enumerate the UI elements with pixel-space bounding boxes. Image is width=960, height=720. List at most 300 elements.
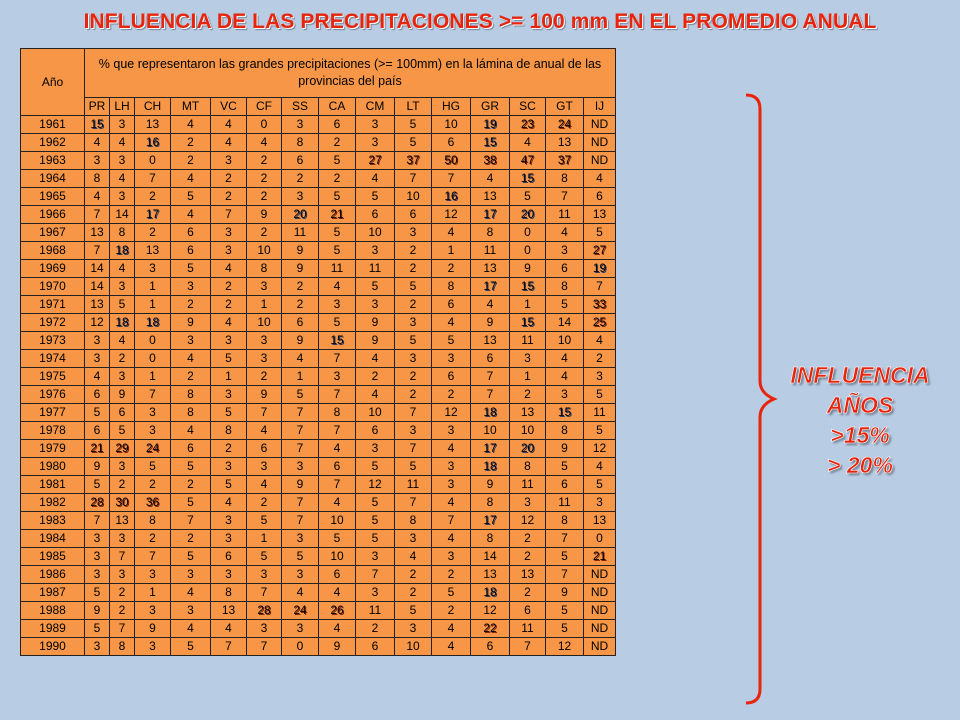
value-cell: 5 [546, 548, 584, 566]
year-cell: 1979 [21, 440, 85, 458]
table-row [21, 512, 616, 530]
value-cell: 9 [171, 314, 211, 332]
province-header-ch: CH [135, 98, 171, 116]
value-cell: 6 [510, 602, 546, 620]
value-cell: 30 [110, 494, 135, 512]
value-cell: 7 [282, 440, 319, 458]
value-cell: 3 [85, 530, 110, 548]
value-cell: 4 [110, 170, 135, 188]
table-row [21, 476, 616, 494]
value-cell: 11 [510, 332, 546, 350]
value-cell: 13 [546, 134, 584, 152]
value-cell: 8 [135, 512, 171, 530]
value-cell: 3 [247, 566, 282, 584]
value-cell: 9 [85, 602, 110, 620]
value-cell: 18 [110, 314, 135, 332]
value-cell: 3 [211, 224, 247, 242]
value-cell: 11 [546, 494, 584, 512]
year-cell: 1971 [21, 296, 85, 314]
table-row [21, 170, 616, 188]
value-cell: 17 [471, 512, 510, 530]
value-cell: 1 [135, 584, 171, 602]
page-title: INFLUENCIA DE LAS PRECIPITACIONES >= 100 mm EN EL PROMEDIO ANUAL [83, 10, 877, 33]
value-cell: 5 [510, 188, 546, 206]
value-cell: 3 [356, 440, 395, 458]
value-cell: 5 [319, 314, 356, 332]
value-cell: 5 [319, 188, 356, 206]
value-cell: 5 [282, 386, 319, 404]
value-cell: 6 [319, 458, 356, 476]
value-cell: 15 [546, 404, 584, 422]
year-column-header: Año [21, 49, 85, 116]
value-cell: 7 [432, 512, 471, 530]
value-cell: 5 [356, 530, 395, 548]
value-cell: 6 [546, 476, 584, 494]
value-cell: 7 [319, 386, 356, 404]
value-cell: 4 [356, 386, 395, 404]
value-cell: 7 [282, 494, 319, 512]
value-cell: 5 [319, 530, 356, 548]
value-cell: 1 [432, 242, 471, 260]
value-cell: 4 [171, 116, 211, 134]
value-cell: 28 [247, 602, 282, 620]
value-cell: 7 [211, 206, 247, 224]
table-body [21, 116, 616, 656]
value-cell: 33 [584, 296, 616, 314]
value-cell: 5 [356, 278, 395, 296]
value-cell: 1 [135, 368, 171, 386]
value-cell: 6 [432, 134, 471, 152]
value-cell: 10 [356, 224, 395, 242]
value-cell: 7 [282, 512, 319, 530]
table-row [21, 386, 616, 404]
value-cell: 9 [110, 386, 135, 404]
value-cell: 3 [356, 242, 395, 260]
value-cell: 8 [85, 170, 110, 188]
value-cell: 4 [211, 314, 247, 332]
precipitation-table [20, 48, 616, 656]
value-cell: 7 [319, 476, 356, 494]
value-cell: 13 [85, 224, 110, 242]
value-cell: 8 [171, 404, 211, 422]
value-cell: 4 [356, 350, 395, 368]
value-cell: 8 [546, 512, 584, 530]
value-cell: 13 [135, 242, 171, 260]
value-cell: 13 [110, 512, 135, 530]
value-cell: 10 [247, 314, 282, 332]
value-cell: 5 [211, 476, 247, 494]
value-cell: 5 [584, 476, 616, 494]
value-cell: 7 [135, 386, 171, 404]
value-cell: 15 [510, 170, 546, 188]
value-cell: 7 [135, 548, 171, 566]
value-cell: 2 [135, 188, 171, 206]
value-cell: 5 [319, 242, 356, 260]
legend-line-4: > 20% [827, 452, 893, 478]
value-cell: 7 [171, 512, 211, 530]
value-cell: 4 [171, 584, 211, 602]
value-cell: 2 [356, 368, 395, 386]
value-cell: 0 [282, 638, 319, 656]
value-cell: 3 [395, 620, 432, 638]
value-cell: 12 [85, 314, 110, 332]
value-cell: 15 [319, 332, 356, 350]
value-cell: 12 [546, 638, 584, 656]
province-header-sc: SC [510, 98, 546, 116]
value-cell: 8 [211, 422, 247, 440]
value-cell: 10 [319, 512, 356, 530]
value-cell: 6 [247, 440, 282, 458]
value-cell: 2 [395, 260, 432, 278]
value-cell: 3 [356, 584, 395, 602]
year-cell: 1981 [21, 476, 85, 494]
value-cell: 5 [85, 584, 110, 602]
value-cell: 4 [282, 584, 319, 602]
value-cell: 8 [247, 260, 282, 278]
table-row [21, 224, 616, 242]
year-cell: 1976 [21, 386, 85, 404]
value-cell: 6 [319, 566, 356, 584]
value-cell: 9 [247, 386, 282, 404]
value-cell: 7 [135, 170, 171, 188]
value-cell: 5 [247, 548, 282, 566]
value-cell: 6 [171, 224, 211, 242]
value-cell: 1 [247, 296, 282, 314]
year-cell: 1963 [21, 152, 85, 170]
value-cell: 4 [85, 368, 110, 386]
value-cell: 4 [171, 620, 211, 638]
table-row [21, 422, 616, 440]
value-cell: 1 [510, 368, 546, 386]
value-cell: 14 [85, 260, 110, 278]
influence-legend [760, 360, 960, 480]
value-cell: 16 [432, 188, 471, 206]
value-cell: 4 [171, 350, 211, 368]
value-cell: 6 [211, 548, 247, 566]
value-cell: 0 [135, 332, 171, 350]
value-cell: 23 [510, 116, 546, 134]
value-cell: 3 [110, 116, 135, 134]
year-cell: 1987 [21, 584, 85, 602]
value-cell: 22 [471, 620, 510, 638]
value-cell: 6 [282, 314, 319, 332]
value-cell: 4 [510, 134, 546, 152]
value-cell: 3 [110, 458, 135, 476]
province-header-gt: GT [546, 98, 584, 116]
value-cell: ND [584, 620, 616, 638]
value-cell: 11 [356, 602, 395, 620]
value-cell: 8 [546, 278, 584, 296]
value-cell: 13 [471, 260, 510, 278]
value-cell: 2 [135, 476, 171, 494]
year-cell: 1984 [21, 530, 85, 548]
value-cell: 2 [432, 602, 471, 620]
value-cell: 2 [247, 494, 282, 512]
value-cell: 3 [395, 224, 432, 242]
value-cell: 4 [171, 206, 211, 224]
value-cell: 13 [584, 512, 616, 530]
value-cell: 2 [356, 620, 395, 638]
value-cell: 6 [171, 440, 211, 458]
value-cell: 15 [85, 116, 110, 134]
value-cell: 2 [211, 440, 247, 458]
value-cell: 2 [510, 584, 546, 602]
value-cell: 6 [546, 260, 584, 278]
year-cell: 1965 [21, 188, 85, 206]
value-cell: 5 [584, 224, 616, 242]
value-cell: 9 [471, 476, 510, 494]
value-cell: 2 [211, 170, 247, 188]
value-cell: 13 [510, 404, 546, 422]
value-cell: 6 [471, 638, 510, 656]
value-cell: 3 [135, 566, 171, 584]
value-cell: 0 [510, 242, 546, 260]
province-header-lt: LT [395, 98, 432, 116]
value-cell: 10 [356, 404, 395, 422]
value-cell: 7 [85, 242, 110, 260]
year-cell: 1980 [21, 458, 85, 476]
value-cell: 7 [85, 512, 110, 530]
value-cell: 9 [356, 314, 395, 332]
value-cell: 5 [211, 350, 247, 368]
value-cell: 10 [546, 332, 584, 350]
value-cell: 3 [171, 278, 211, 296]
value-cell: 7 [432, 170, 471, 188]
value-cell: 3 [211, 152, 247, 170]
value-cell: 7 [247, 584, 282, 602]
value-cell: 3 [211, 530, 247, 548]
value-cell: 4 [584, 170, 616, 188]
value-cell: 18 [471, 458, 510, 476]
value-cell: 8 [432, 278, 471, 296]
table-row [21, 242, 616, 260]
value-cell: 12 [432, 404, 471, 422]
value-cell: 5 [356, 188, 395, 206]
value-cell: ND [584, 134, 616, 152]
value-cell: 3 [211, 566, 247, 584]
province-header-vc: VC [211, 98, 247, 116]
value-cell: 11 [510, 620, 546, 638]
value-cell: 10 [319, 548, 356, 566]
year-cell: 1982 [21, 494, 85, 512]
value-cell: 3 [319, 296, 356, 314]
value-cell: 3 [356, 296, 395, 314]
value-cell: 9 [319, 638, 356, 656]
value-cell: 8 [319, 404, 356, 422]
year-cell: 1988 [21, 602, 85, 620]
value-cell: 3 [395, 314, 432, 332]
value-cell: 7 [247, 638, 282, 656]
value-cell: 3 [510, 350, 546, 368]
value-cell: 4 [356, 170, 395, 188]
value-cell: 3 [110, 278, 135, 296]
value-cell: 10 [247, 242, 282, 260]
value-cell: 7 [319, 422, 356, 440]
table-row [21, 134, 616, 152]
value-cell: 7 [85, 206, 110, 224]
year-cell: 1983 [21, 512, 85, 530]
table-description: % que representaron las grandes precipitaciones (>= 100mm) en la lámina de anual de las provincias del país [85, 49, 616, 98]
value-cell: 1 [510, 296, 546, 314]
value-cell: 7 [282, 422, 319, 440]
value-cell: 4 [110, 134, 135, 152]
value-cell: 3 [282, 116, 319, 134]
value-cell: 0 [510, 224, 546, 242]
year-cell: 1986 [21, 566, 85, 584]
value-cell: 24 [282, 602, 319, 620]
value-cell: 4 [211, 494, 247, 512]
value-cell: 12 [356, 476, 395, 494]
value-cell: 2 [282, 296, 319, 314]
value-cell: 2 [171, 152, 211, 170]
value-cell: 8 [211, 584, 247, 602]
value-cell: 5 [85, 620, 110, 638]
value-cell: 13 [211, 602, 247, 620]
value-cell: 3 [432, 548, 471, 566]
value-cell: ND [584, 584, 616, 602]
year-cell: 1990 [21, 638, 85, 656]
value-cell: 7 [546, 530, 584, 548]
value-cell: 4 [432, 314, 471, 332]
value-cell: 3 [110, 566, 135, 584]
value-cell: 8 [471, 494, 510, 512]
value-cell: 5 [171, 260, 211, 278]
value-cell: 3 [395, 350, 432, 368]
value-cell: 13 [85, 296, 110, 314]
value-cell: 3 [211, 512, 247, 530]
province-header-ij: IJ [584, 98, 616, 116]
value-cell: 4 [211, 134, 247, 152]
value-cell: 2 [432, 566, 471, 584]
value-cell: 13 [510, 566, 546, 584]
value-cell: 25 [584, 314, 616, 332]
value-cell: 8 [110, 224, 135, 242]
table-row [21, 278, 616, 296]
value-cell: 4 [471, 170, 510, 188]
legend-line-3: >15% [830, 422, 890, 448]
value-cell: 5 [85, 404, 110, 422]
value-cell: 6 [395, 206, 432, 224]
province-header-gr: GR [471, 98, 510, 116]
value-cell: 11 [546, 206, 584, 224]
value-cell: 2 [395, 566, 432, 584]
value-cell: 6 [110, 404, 135, 422]
value-cell: 5 [432, 332, 471, 350]
year-cell: 1975 [21, 368, 85, 386]
value-cell: 4 [319, 494, 356, 512]
value-cell: 2 [510, 530, 546, 548]
value-cell: 3 [211, 458, 247, 476]
value-cell: 4 [546, 350, 584, 368]
value-cell: 8 [171, 386, 211, 404]
value-cell: 12 [432, 206, 471, 224]
value-cell: 13 [135, 116, 171, 134]
province-header-ss: SS [282, 98, 319, 116]
value-cell: 2 [395, 296, 432, 314]
table-row [21, 296, 616, 314]
table-row [21, 620, 616, 638]
value-cell: 5 [584, 422, 616, 440]
province-header-cm: CM [356, 98, 395, 116]
year-cell: 1966 [21, 206, 85, 224]
year-cell: 1978 [21, 422, 85, 440]
value-cell: 15 [510, 314, 546, 332]
value-cell: 9 [247, 206, 282, 224]
value-cell: 7 [110, 548, 135, 566]
value-cell: 3 [546, 386, 584, 404]
value-cell: 2 [110, 602, 135, 620]
table-row [21, 350, 616, 368]
value-cell: 4 [319, 620, 356, 638]
value-cell: 14 [471, 548, 510, 566]
year-cell: 1961 [21, 116, 85, 134]
value-cell: 26 [319, 602, 356, 620]
value-cell: 8 [510, 458, 546, 476]
value-cell: 3 [211, 386, 247, 404]
value-cell: 5 [135, 458, 171, 476]
table-row [21, 260, 616, 278]
value-cell: 4 [247, 476, 282, 494]
value-cell: 7 [395, 494, 432, 512]
value-cell: 3 [546, 242, 584, 260]
value-cell: 37 [395, 152, 432, 170]
value-cell: 3 [432, 458, 471, 476]
value-cell: 6 [471, 350, 510, 368]
value-cell: 3 [211, 332, 247, 350]
value-cell: 7 [471, 368, 510, 386]
year-cell: 1962 [21, 134, 85, 152]
value-cell: 17 [471, 278, 510, 296]
province-header-hg: HG [432, 98, 471, 116]
value-cell: 3 [110, 530, 135, 548]
value-cell: 36 [135, 494, 171, 512]
value-cell: 2 [395, 584, 432, 602]
year-cell: 1973 [21, 332, 85, 350]
value-cell: 8 [546, 422, 584, 440]
value-cell: 5 [85, 476, 110, 494]
value-cell: 5 [356, 512, 395, 530]
value-cell: 1 [135, 296, 171, 314]
year-cell: 1977 [21, 404, 85, 422]
value-cell: 9 [282, 476, 319, 494]
value-cell: 5 [110, 296, 135, 314]
value-cell: 4 [432, 530, 471, 548]
value-cell: 5 [171, 458, 211, 476]
value-cell: 2 [247, 152, 282, 170]
value-cell: 4 [584, 458, 616, 476]
value-cell: 2 [110, 476, 135, 494]
year-cell: 1964 [21, 170, 85, 188]
value-cell: 5 [395, 134, 432, 152]
value-cell: 3 [135, 404, 171, 422]
value-cell: 4 [211, 620, 247, 638]
value-cell: 4 [432, 440, 471, 458]
value-cell: 6 [356, 206, 395, 224]
value-cell: 4 [395, 548, 432, 566]
value-cell: 50 [432, 152, 471, 170]
value-cell: 6 [584, 188, 616, 206]
value-cell: 4 [171, 422, 211, 440]
value-cell: 4 [85, 188, 110, 206]
value-cell: ND [584, 638, 616, 656]
value-cell: 2 [247, 368, 282, 386]
value-cell: 7 [110, 620, 135, 638]
value-cell: 3 [432, 422, 471, 440]
value-cell: 4 [319, 440, 356, 458]
value-cell: 10 [432, 116, 471, 134]
value-cell: 3 [110, 368, 135, 386]
value-cell: 5 [395, 602, 432, 620]
